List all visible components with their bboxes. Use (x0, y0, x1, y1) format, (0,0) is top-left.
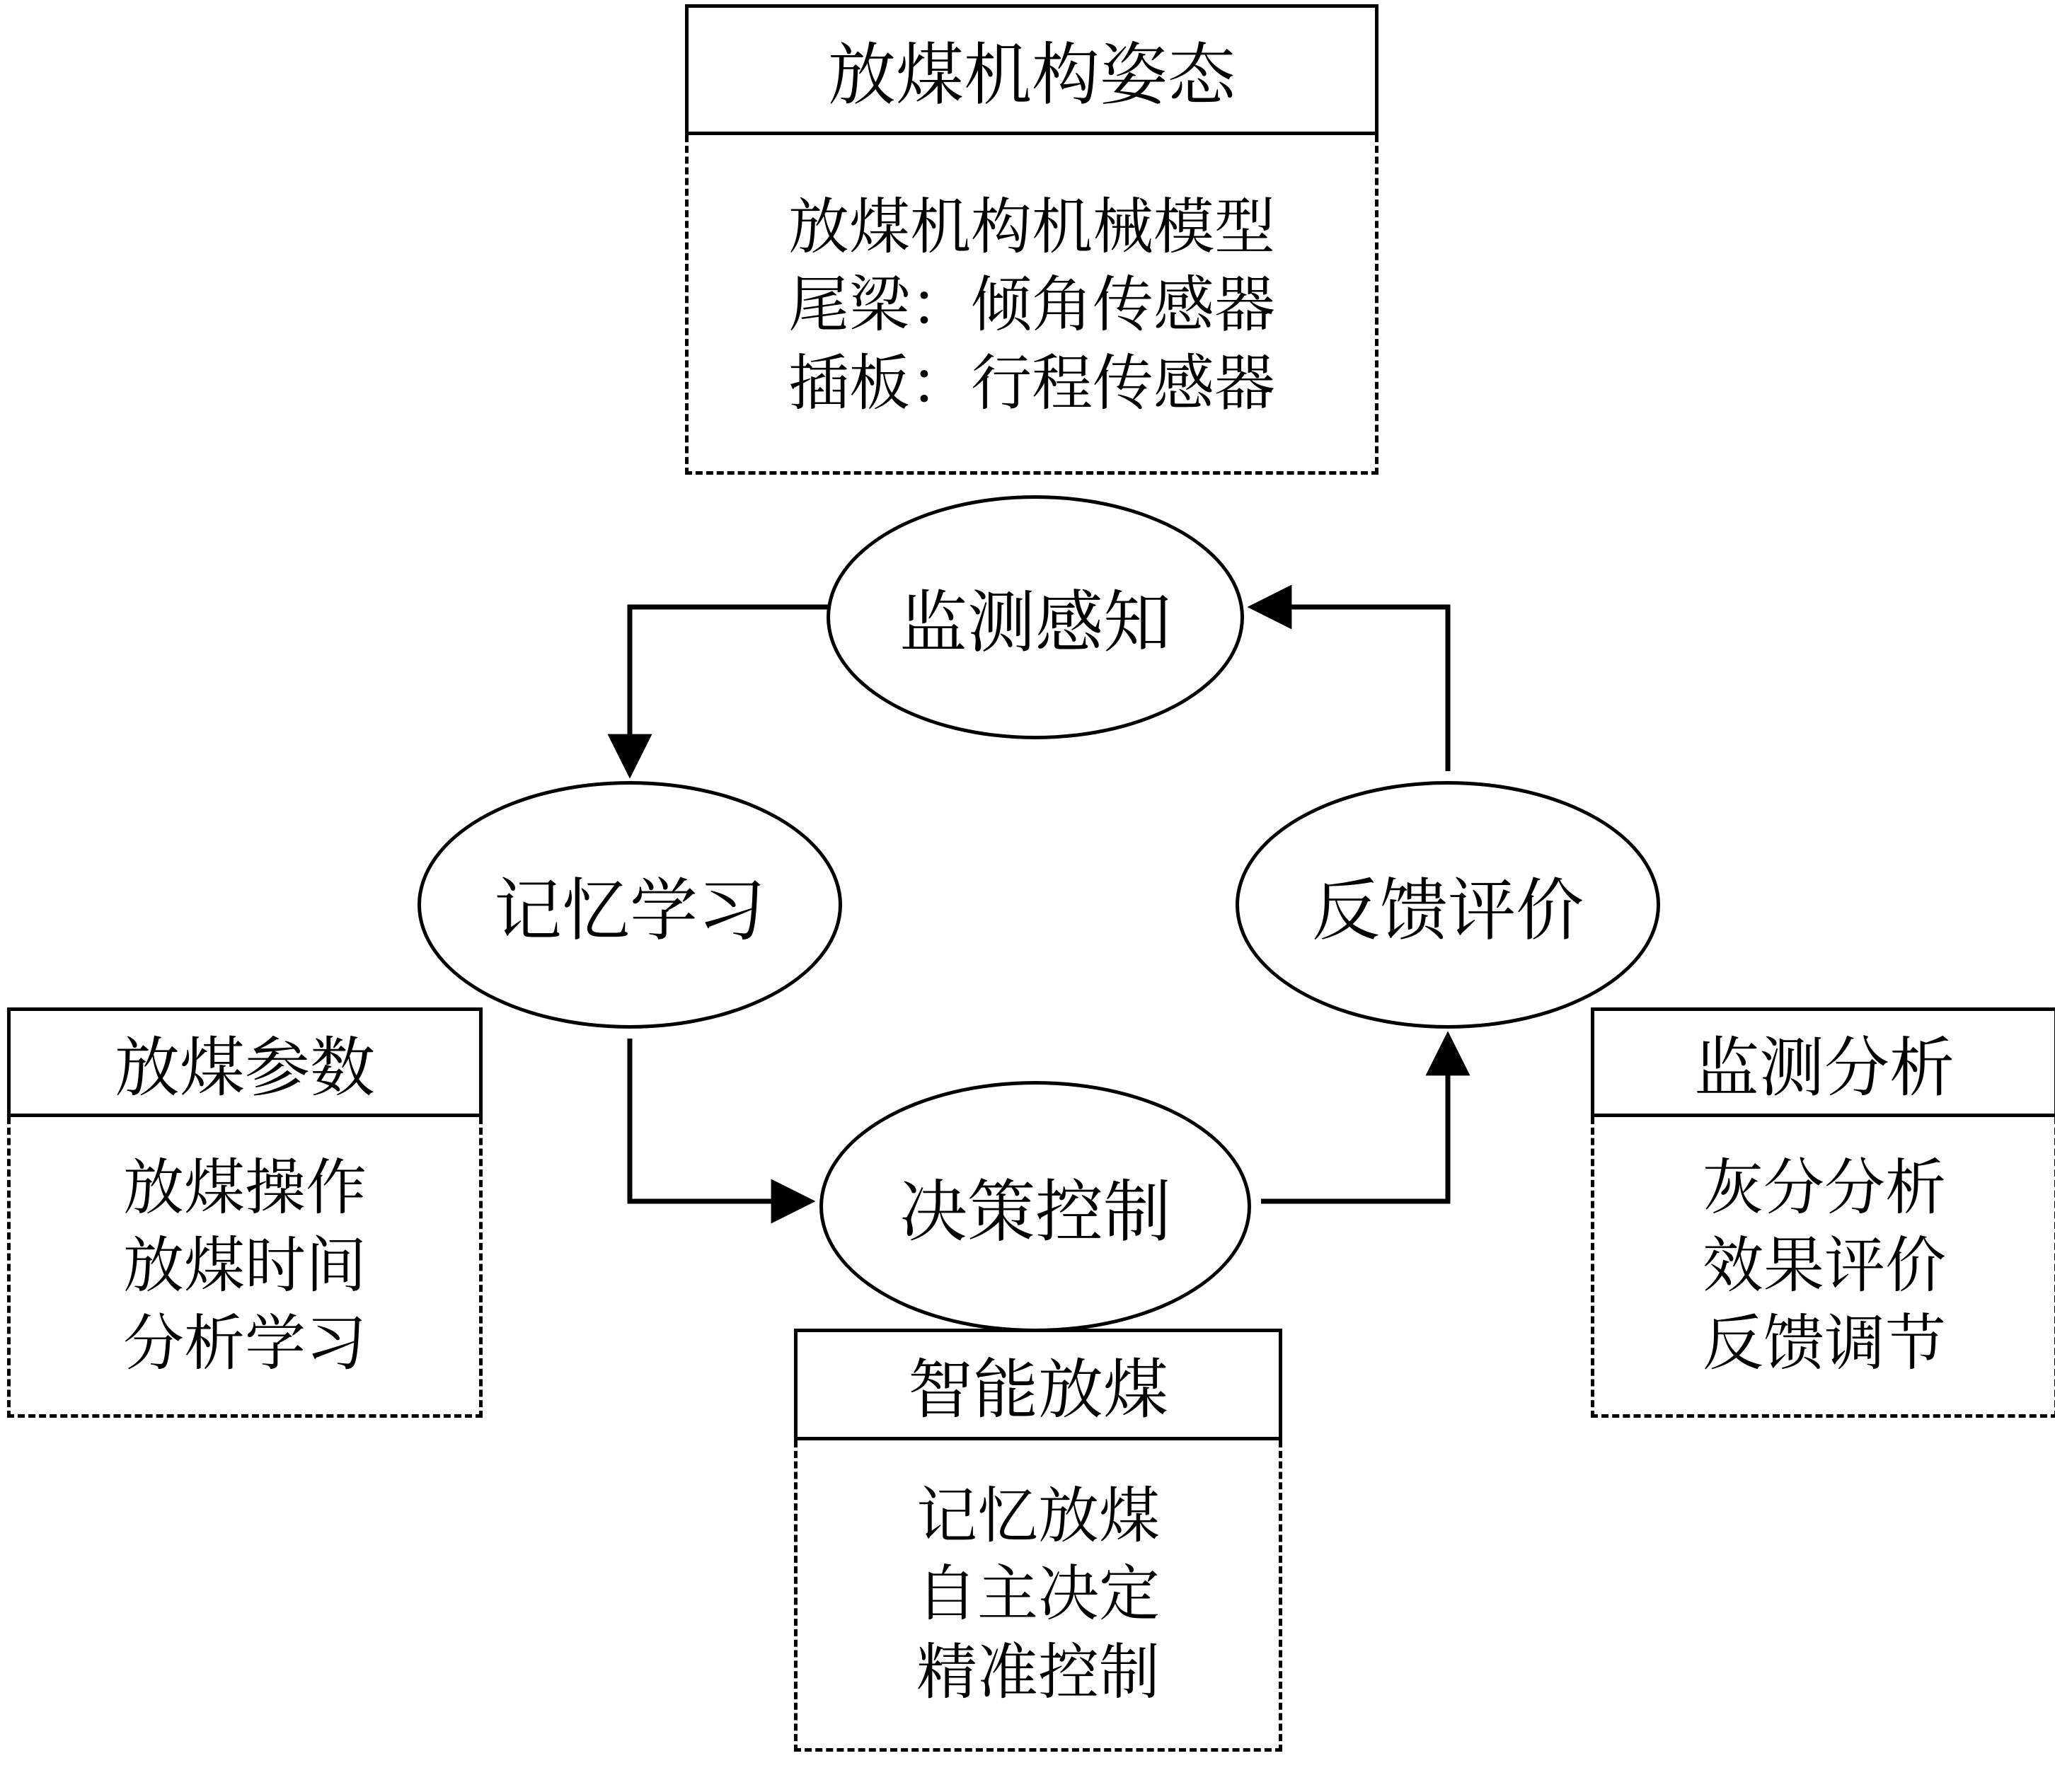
panel-attitude-item-2: 尾梁：倾角传感器 (788, 271, 1275, 340)
panel-analysis-body (1591, 1117, 2055, 1418)
edge-monitor-memory (630, 607, 842, 770)
panel-intelligent-item-2: 自主决定 (916, 1560, 1160, 1629)
panel-params-item-3: 分析学习 (123, 1310, 367, 1378)
edge-decision-feedback (1261, 1040, 1448, 1201)
panel-intelligent (794, 1329, 1282, 1752)
panel-params (7, 1007, 483, 1418)
panel-params-body (7, 1117, 483, 1418)
panel-intelligent-body (794, 1440, 1282, 1752)
panel-attitude (685, 4, 1378, 475)
panel-analysis-item-2: 效果评价 (1703, 1231, 1946, 1300)
panel-params-item-2: 放煤时间 (123, 1231, 367, 1300)
panel-params-item-1: 放煤操作 (123, 1153, 367, 1222)
panel-attitude-item-3: 插板：行程传感器 (788, 349, 1275, 417)
panel-intelligent-item-1: 记忆放煤 (916, 1482, 1160, 1551)
node-decision-control: 决策控制 (819, 1081, 1251, 1332)
panel-analysis-item-1: 灰分分析 (1703, 1153, 1946, 1222)
panel-params-title: 放煤参数 (7, 1007, 483, 1117)
panel-intelligent-title: 智能放煤 (794, 1329, 1282, 1440)
edge-memory-decision (630, 1039, 807, 1201)
panel-analysis-item-3: 反馈调节 (1703, 1310, 1946, 1378)
node-feedback-evaluation: 反馈评价 (1236, 781, 1660, 1029)
panel-attitude-item-1: 放煤机构机械模型 (788, 193, 1275, 262)
panel-attitude-title: 放煤机构姿态 (685, 4, 1378, 135)
node-memory-learning: 记忆学习 (418, 781, 842, 1029)
panel-attitude-body (685, 135, 1378, 475)
panel-intelligent-item-3: 精准控制 (916, 1638, 1160, 1706)
panel-analysis (1591, 1007, 2055, 1418)
panel-analysis-title: 监测分析 (1591, 1007, 2055, 1117)
edge-feedback-monitor (1256, 607, 1448, 771)
node-monitoring-perception: 监测感知 (827, 495, 1244, 739)
